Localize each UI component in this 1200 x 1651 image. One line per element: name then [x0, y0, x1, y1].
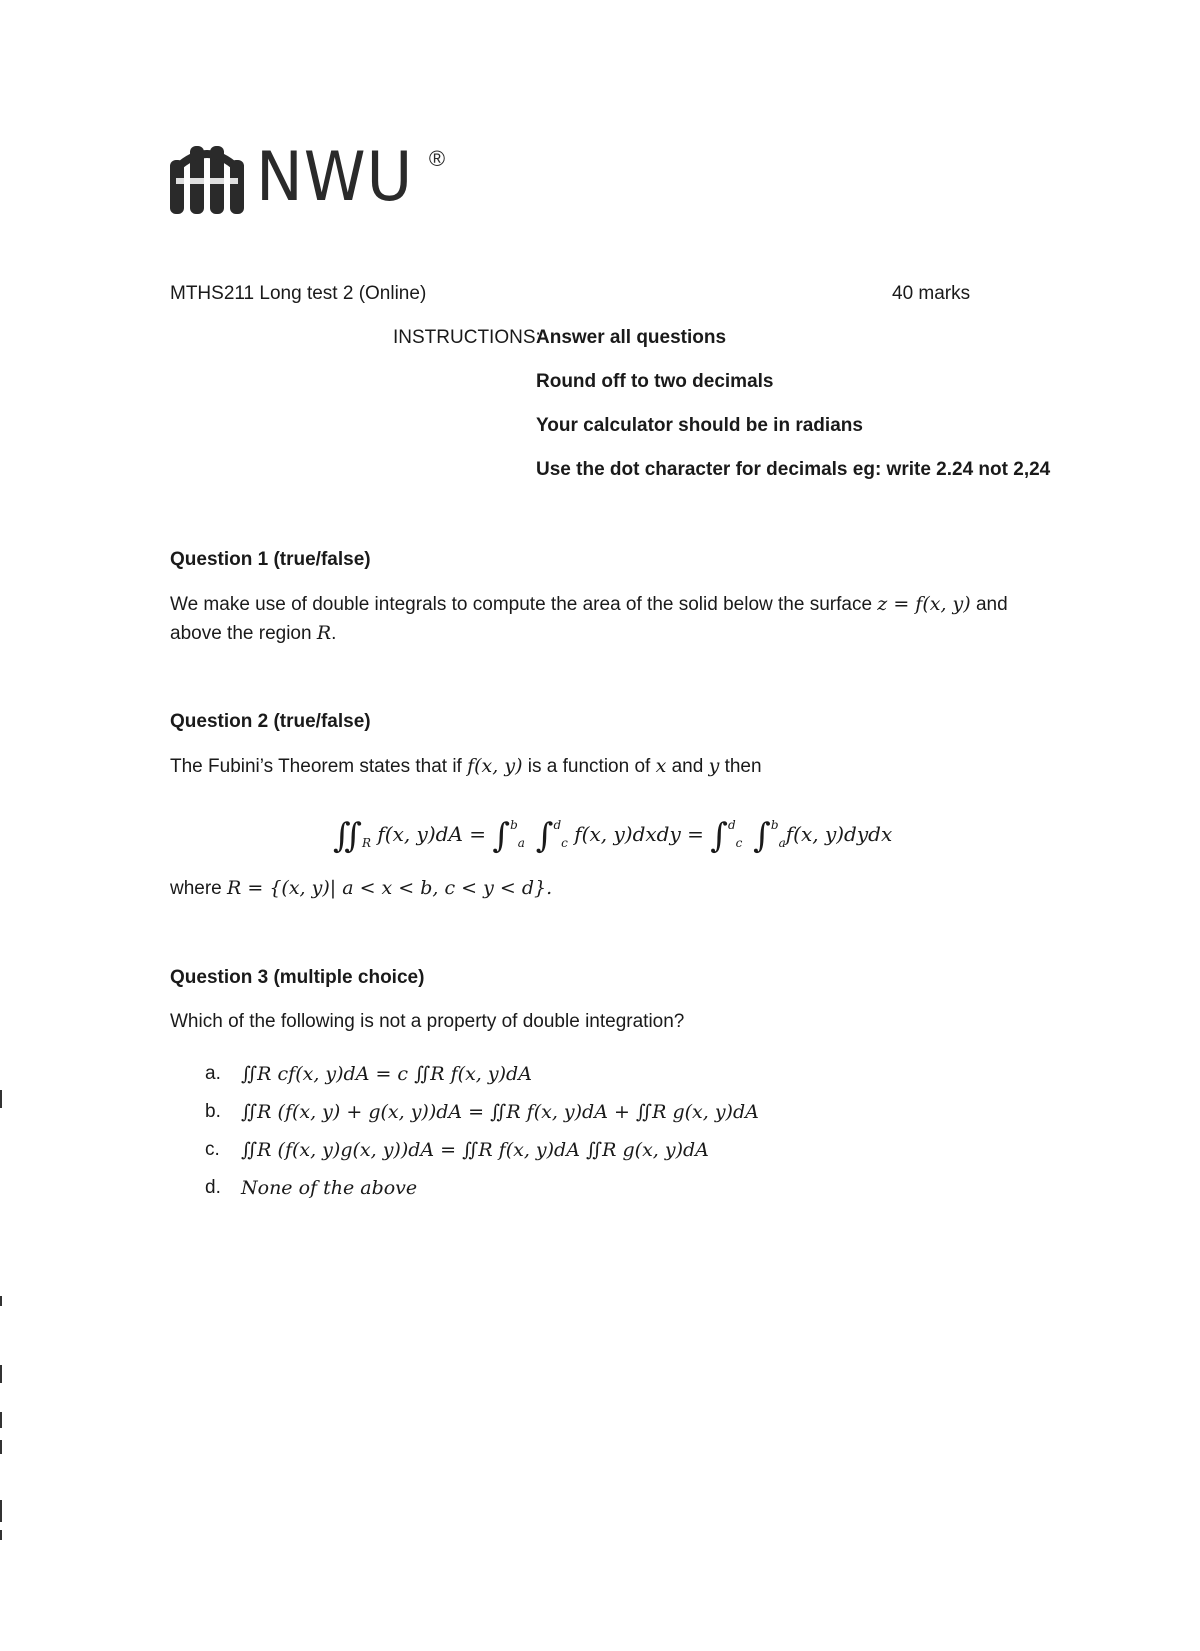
instruction-item: Use the dot character for decimals eg: write 2.24 not 2,24	[536, 459, 1051, 480]
option-b: b. ∬R (f(x, y) + g(x, y))dA = ∬R f(x, y)dA + ∬R g(x, y)dA	[205, 1101, 759, 1123]
logo-wordmark: NWU	[256, 138, 414, 217]
question-1-title: Question 1 (true/false)	[170, 549, 371, 570]
scan-mark	[0, 1365, 2, 1383]
course-title: MTHS211 Long test 2 (Online)	[170, 283, 427, 304]
instruction-item: Answer all questions	[536, 327, 727, 348]
nwu-logo	[168, 138, 445, 218]
instructions-label: INSTRUCTIONS:	[393, 327, 541, 348]
scan-mark	[0, 1500, 2, 1522]
option-d: d. None of the above	[205, 1177, 418, 1199]
question-3-text: Which of the following is not a property of double integration?	[170, 1011, 685, 1032]
scan-mark	[0, 1440, 2, 1454]
question-3-title: Question 3 (multiple choice)	[170, 967, 425, 988]
scan-mark	[0, 1090, 2, 1108]
scan-mark	[0, 1530, 2, 1540]
registered-mark: ®	[428, 146, 446, 171]
scan-mark	[0, 1296, 2, 1306]
question-2-title: Question 2 (true/false)	[170, 711, 371, 732]
fubini-region: where R = {(x, y)| a < x < b, c < y < d}.	[170, 877, 553, 899]
option-c: c. ∬R (f(x, y)g(x, y))dA = ∬R f(x, y)dA ∬R g(x, y)dA	[205, 1139, 709, 1161]
question-1-text: We make use of double integrals to compute the area of the solid below the surface z = f(x, y) and above the region R.	[170, 593, 1008, 644]
instruction-item: Your calculator should be in radians	[536, 415, 863, 436]
total-marks: 40 marks	[892, 283, 971, 304]
fubini-formula: $∬_R$ f(x, y)dA = ∫$^b_a$ ∫$^d_c$ f(x, y)dxdy = ∫$^d_c$ ∫$^b_a$f(x, y)dydx	[333, 816, 893, 856]
nwu-emblem-icon	[168, 138, 246, 218]
question-2-text: The Fubini’s Theorem states that if f(x, y) is a function of x and y then	[170, 755, 762, 777]
option-a: a. ∬R cf(x, y)dA = c ∬R f(x, y)dA	[205, 1063, 532, 1085]
instruction-item: Round off to two decimals	[536, 371, 774, 392]
scan-mark	[0, 1412, 2, 1428]
